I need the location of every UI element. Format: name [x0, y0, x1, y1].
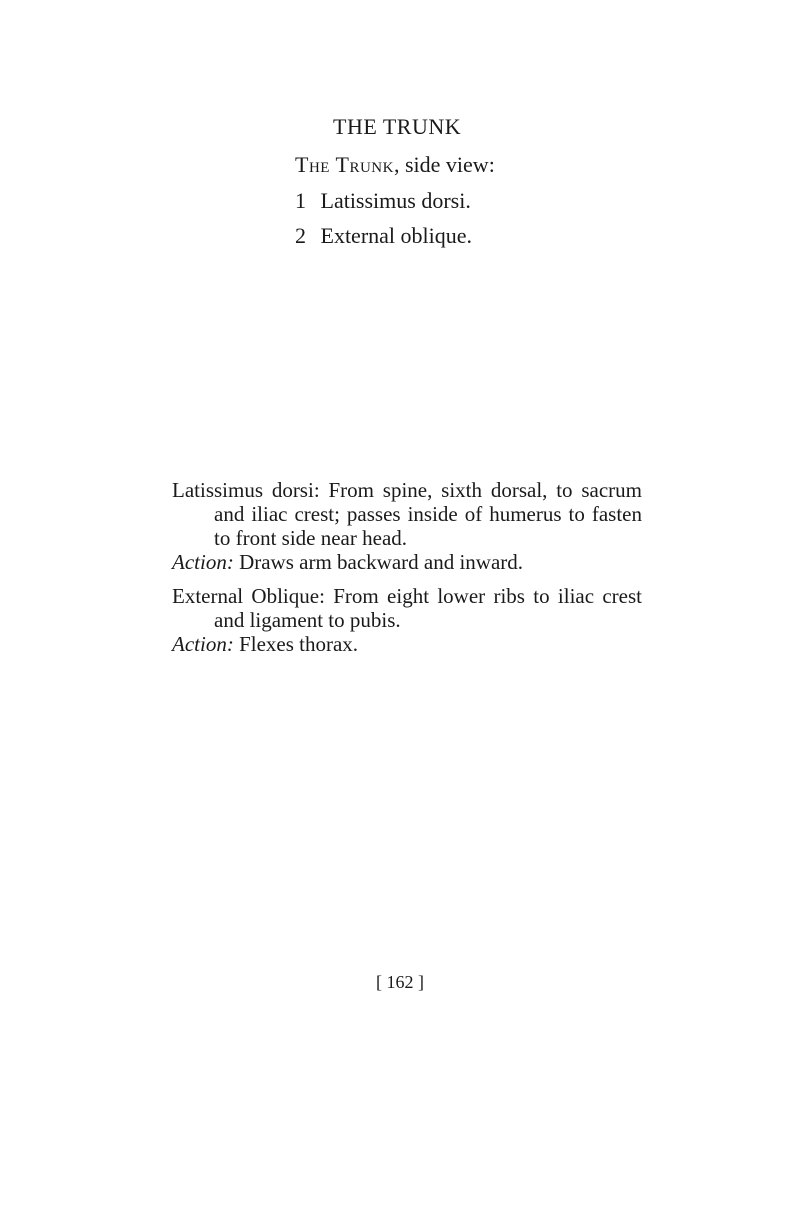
caption-title-rest: , side view: [393, 152, 495, 177]
action-label: Action: [172, 550, 234, 574]
muscle-origin-text: External Oblique: From eight lower ribs to iliac crest and ligament to pubis. [172, 584, 642, 632]
muscle-entry [172, 584, 642, 656]
legend-number: 1 [295, 188, 306, 213]
legend-label: External oblique. [320, 223, 473, 248]
legend-number: 2 [295, 223, 306, 248]
legend-label: Latissimus dorsi. [320, 188, 471, 213]
muscle-descriptions [172, 478, 642, 666]
caption-title-smallcaps: The Trunk [295, 152, 394, 177]
muscle-action [172, 550, 642, 574]
running-title: THE TRUNK [333, 114, 462, 139]
legend-item [295, 221, 655, 251]
heading-block [295, 112, 655, 256]
muscle-origin-text: Latissimus dorsi: From spine, sixth dorsal, to sacrum and iliac crest; passes inside of humerus to fasten to front side near head. [172, 478, 642, 550]
legend-item [295, 186, 655, 216]
action-text: Flexes thorax. [233, 632, 359, 656]
action-text: Draws arm backward and inward. [233, 550, 524, 574]
muscle-action [172, 632, 642, 656]
action-label: Action: [172, 632, 234, 656]
figure-caption-title [295, 150, 655, 180]
muscle-entry [172, 478, 642, 574]
page-number: [ 162 ] [376, 972, 424, 992]
